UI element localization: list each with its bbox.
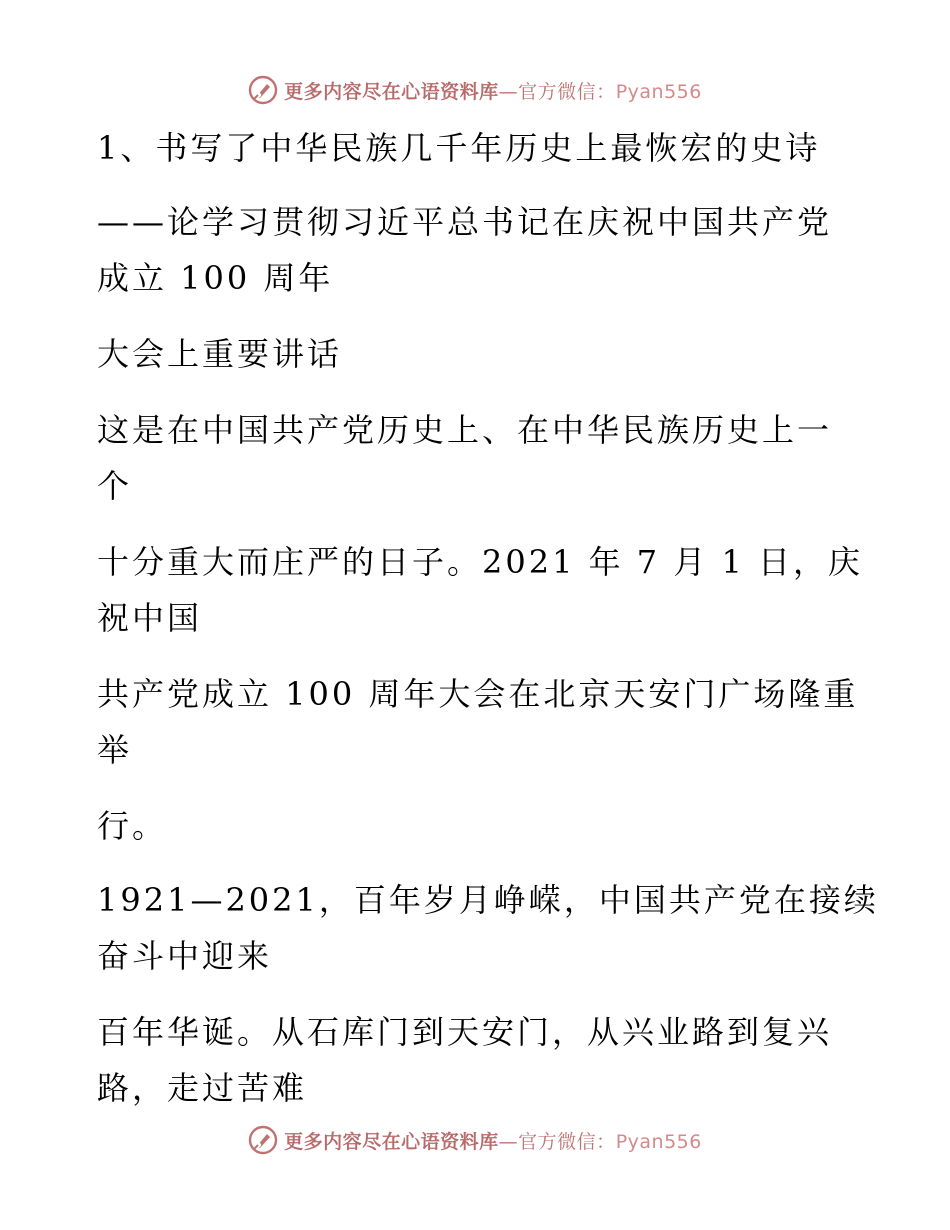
document-text-line: 大会上重要讲话	[97, 335, 343, 373]
watermark-text	[284, 1127, 702, 1154]
document-text-line: 这是在中国共产党历史上、在中华民族历史上一	[97, 411, 833, 449]
watermark-dash: —	[498, 1130, 519, 1153]
document-text-line: 1921—2021，百年岁月峥嵘，中国共产党在接续	[97, 881, 879, 919]
document-text-line: 共产党成立 100 周年大会在北京天安门广场隆重	[97, 675, 859, 713]
document-text-line: 个	[97, 467, 133, 505]
watermark-site-text: 更多内容尽在心语资料库	[284, 1130, 499, 1153]
watermark-header	[0, 72, 950, 108]
document-text-line: 路，走过苦难	[97, 1069, 308, 1107]
watermark-site-text: 更多内容尽在心语资料库	[284, 80, 499, 103]
pen-nib-icon	[248, 1125, 278, 1155]
document-subtitle-line: ——论学习贯彻习近平总书记在庆祝中国共产党	[97, 203, 833, 241]
watermark-wechat-label: 官方微信：	[518, 1130, 616, 1153]
document-text-line: 百年华诞。从石库门到天安门，从兴业路到复兴	[97, 1013, 833, 1051]
watermark-text	[284, 77, 702, 104]
document-text-line: 十分重大而庄严的日子。2021 年 7 月 1 日，庆	[97, 543, 864, 581]
watermark-footer	[0, 1122, 950, 1158]
document-text-line: 奋斗中迎来	[97, 937, 273, 975]
document-text-line: 举	[97, 731, 133, 769]
document-subtitle-continuation: 成立 100 周年	[97, 259, 334, 297]
document-title-line: 1、书写了中华民族几千年历史上最恢宏的史诗	[97, 129, 821, 167]
document-text-line: 祝中国	[97, 599, 203, 637]
watermark-wechat-label: 官方微信：	[518, 80, 616, 103]
watermark-wechat-id: Pyan556	[615, 1130, 702, 1153]
watermark-dash: —	[498, 80, 519, 103]
pen-nib-icon	[248, 75, 278, 105]
watermark-wechat-id: Pyan556	[615, 80, 702, 103]
document-text-line: 行。	[97, 807, 168, 845]
